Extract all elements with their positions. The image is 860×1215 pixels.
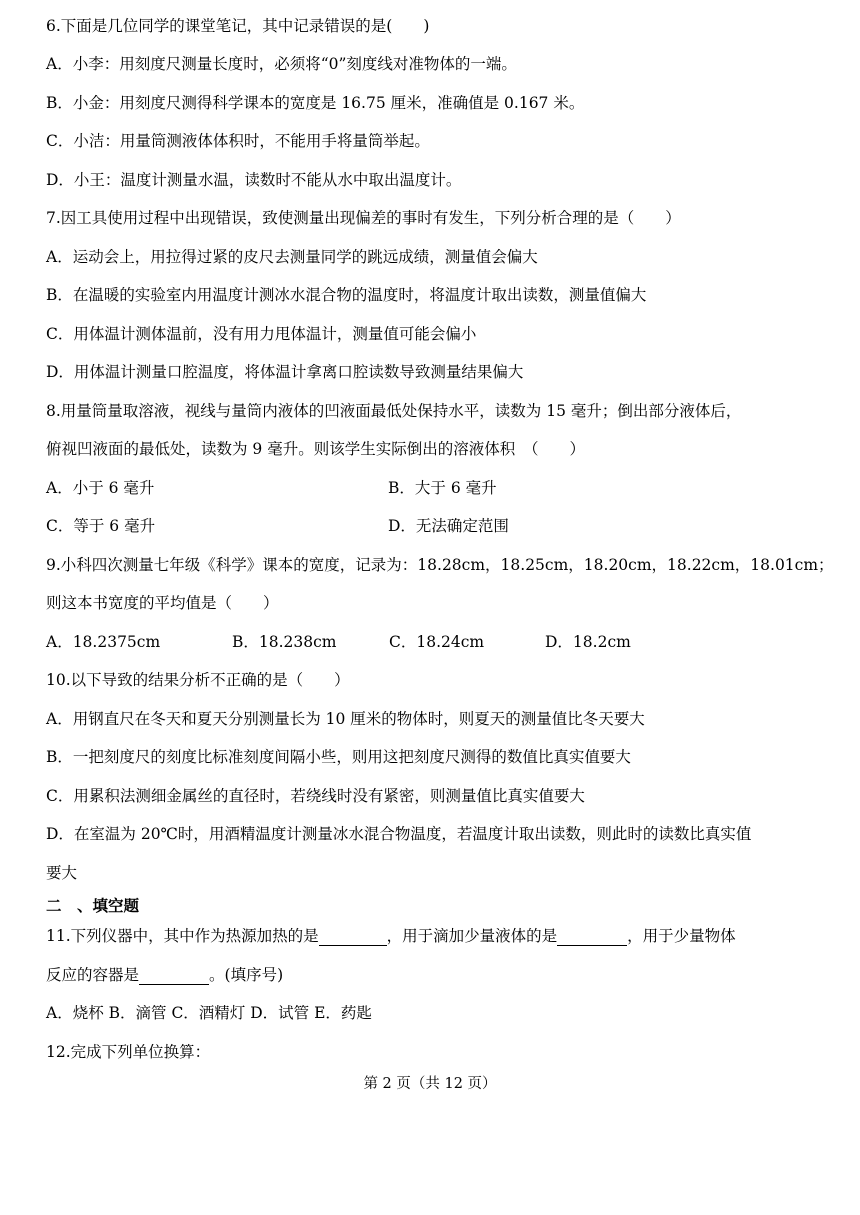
answer-blank-2 (557, 929, 627, 946)
question-8-option-d: D．无法确定范围 (388, 517, 509, 535)
question-7-option-c: C．用体温计测体温前，没有用力甩体温计，测量值可能会偏小 (46, 325, 477, 343)
question-11-line-1 (46, 926, 820, 946)
question-6-option-d: D．小王：温度计测量水温，读数时不能从水中取出温度计。 (46, 171, 462, 189)
question-11-text-5: 。(填序号) (209, 966, 284, 984)
question-6-stem: 6.下面是几位同学的课堂笔记，其中记录错误的是( ) (46, 17, 430, 35)
question-11-text-4: 反应的容器是 (46, 966, 140, 984)
question-8-option-c: C．等于 6 毫升 (46, 517, 156, 535)
question-9-stem-line-1: 9.小科四次测量七年级《科学》课本的宽度，记录为：18.28cm，18.25cm，18.20cm，18.22cm，18.01cm； (46, 556, 834, 574)
question-11-options: A．烧杯 B．滴管 C．酒精灯 D．试管 E．药匙 (46, 1004, 372, 1022)
answer-blank-3 (139, 968, 209, 985)
question-9-options (46, 632, 820, 652)
section-2-heading: 二 、填空题 (46, 896, 140, 915)
question-8-stem-line-1: 8.用量筒量取溶液，视线与量筒内液体的凹液面最低处保持水平，读数为 15 毫升；倒出部分液体后， (46, 402, 742, 420)
question-11-line-2 (46, 965, 820, 985)
question-8-option-a: A．小于 6 毫升 (46, 479, 155, 497)
question-8-option-b: B．大于 6 毫升 (388, 479, 497, 497)
question-6-option-a: A．小李：用刻度尺测量长度时，必须将“0”刻度线对准物体的一端。 (46, 55, 517, 73)
question-10-option-d-line-2: 要大 (46, 864, 78, 882)
question-12-stem: 12.完成下列单位换算： (46, 1043, 211, 1061)
question-7-stem: 7.因工具使用过程中出现错误，致使测量出现偏差的事时有发生，下列分析合理的是（ ） (46, 209, 681, 227)
question-9-option-c: C．18.24cm (389, 633, 485, 651)
answer-blank-1 (319, 929, 387, 946)
question-9-stem-line-2: 则这本书宽度的平均值是（ ） (46, 594, 279, 612)
question-9-option-b: B．18.238cm (232, 633, 337, 651)
page-footer: 第 2 页（共 12 页） (363, 1076, 497, 1092)
question-11-text-1: 11.下列仪器中，其中作为热源加热的是 (46, 927, 319, 945)
question-7-option-d: D．用体温计测量口腔温度，将体温计拿离口腔读数导致测量结果偏大 (46, 363, 524, 381)
question-11-text-2: ，用于滴加少量液体的是 (386, 927, 558, 945)
question-6-option-c: C．小洁：用量筒测液体体积时，不能用手将量筒举起。 (46, 132, 430, 150)
question-11-text-3: ，用于少量物体 (627, 927, 736, 945)
question-7-option-b: B．在温暖的实验室内用温度计测冰水混合物的温度时，将温度计取出读数，测量值偏大 (46, 286, 647, 304)
question-7-option-a: A．运动会上，用拉得过紧的皮尺去测量同学的跳远成绩，测量值会偏大 (46, 248, 538, 266)
question-10-stem: 10.以下导致的结果分析不正确的是（ ） (46, 671, 350, 689)
question-6-option-b: B．小金：用刻度尺测得科学课本的宽度是 16.75 厘米，准确值是 0.167 米。 (46, 94, 585, 112)
question-10-option-b: B．一把刻度尺的刻度比标准刻度间隔小些，则用这把刻度尺测得的数值比真实值要大 (46, 748, 631, 766)
question-8-options-row-1 (46, 478, 820, 498)
question-10-option-c: C．用累积法测细金属丝的直径时，若绕线时没有紧密，则测量值比真实值要大 (46, 787, 585, 805)
question-8-options-row-2 (46, 516, 820, 536)
question-10-option-a: A．用钢直尺在冬天和夏天分别测量长为 10 厘米的物体时，则夏天的测量值比冬天要大 (46, 710, 645, 728)
question-9-option-a: A．18.2375cm (46, 633, 161, 651)
question-8-stem-line-2: 俯视凹液面的最低处，读数为 9 毫升。则该学生实际倒出的溶液体积 （ ） (46, 440, 585, 458)
question-10-option-d-line-1: D．在室温为 20℃时，用酒精温度计测量冰水混合物温度，若温度计取出读数，则此时的读数比真实值 (46, 825, 752, 843)
question-9-option-d: D．18.2cm (545, 633, 631, 651)
